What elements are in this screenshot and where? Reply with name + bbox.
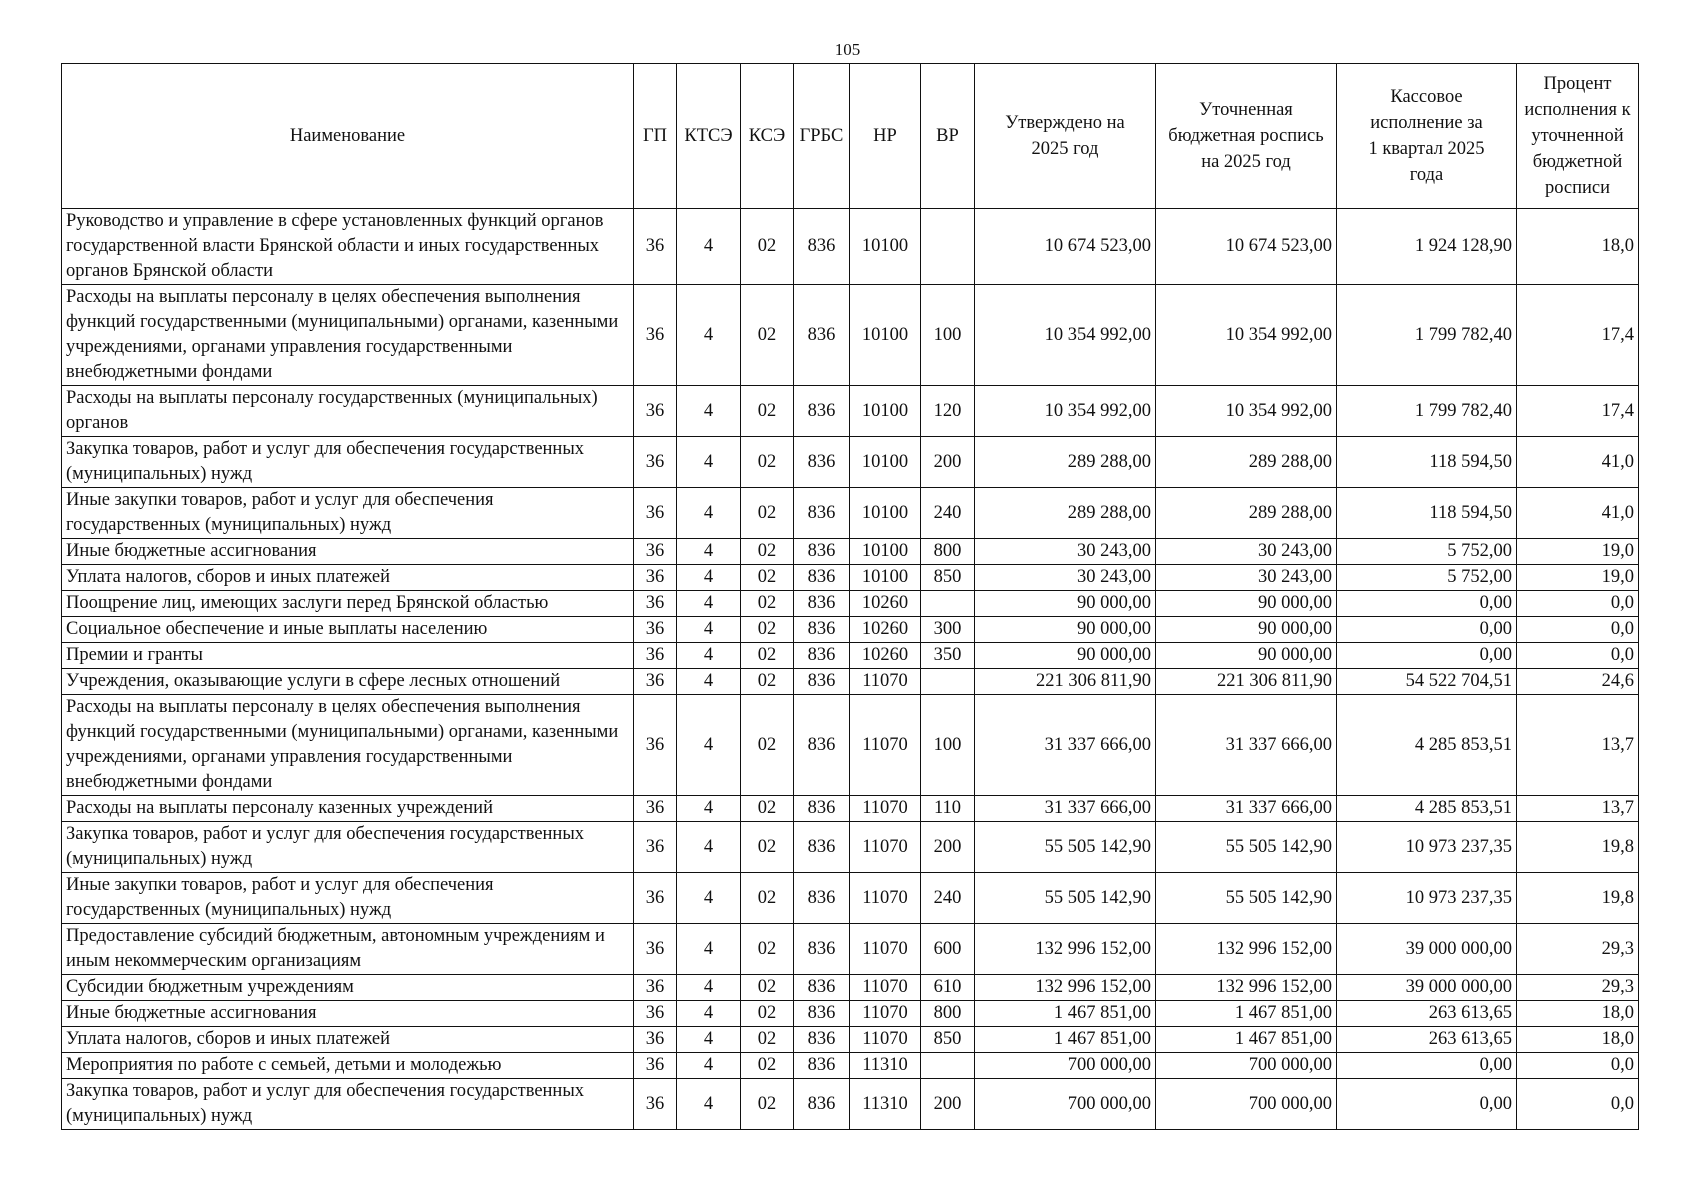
cell-percent: 13,7 bbox=[1517, 695, 1639, 796]
header-gp: ГП bbox=[634, 64, 677, 209]
cell-cash: 4 285 853,51 bbox=[1337, 796, 1517, 822]
cell-percent: 13,7 bbox=[1517, 796, 1639, 822]
cell-percent: 0,0 bbox=[1517, 1079, 1639, 1130]
cell-name: Закупка товаров, работ и услуг для обеспечения государственных (муниципальных) нужд bbox=[62, 822, 634, 873]
cell-name: Расходы на выплаты персоналу государственных (муниципальных) органов bbox=[62, 386, 634, 437]
cell-cash: 118 594,50 bbox=[1337, 488, 1517, 539]
cell-refined: 700 000,00 bbox=[1156, 1079, 1337, 1130]
cell-gp: 36 bbox=[634, 1079, 677, 1130]
header-vr: ВР bbox=[921, 64, 975, 209]
cell-nr: 10260 bbox=[850, 591, 921, 617]
cell-kse: 02 bbox=[741, 873, 794, 924]
cell-refined: 289 288,00 bbox=[1156, 437, 1337, 488]
cell-approved: 55 505 142,90 bbox=[975, 873, 1156, 924]
cell-vr: 240 bbox=[921, 873, 975, 924]
cell-name: Иные закупки товаров, работ и услуг для обеспечения государственных (муниципальных) нужд bbox=[62, 488, 634, 539]
cell-percent: 41,0 bbox=[1517, 488, 1639, 539]
cell-kse: 02 bbox=[741, 1079, 794, 1130]
cell-gp: 36 bbox=[634, 1027, 677, 1053]
cell-ktse: 4 bbox=[677, 669, 741, 695]
cell-gp: 36 bbox=[634, 285, 677, 386]
cell-cash: 0,00 bbox=[1337, 617, 1517, 643]
cell-refined: 10 354 992,00 bbox=[1156, 285, 1337, 386]
cell-nr: 11310 bbox=[850, 1053, 921, 1079]
cell-approved: 1 467 851,00 bbox=[975, 1027, 1156, 1053]
cell-refined: 1 467 851,00 bbox=[1156, 1027, 1337, 1053]
table-row bbox=[62, 617, 1639, 643]
cell-approved: 700 000,00 bbox=[975, 1053, 1156, 1079]
table-row bbox=[62, 796, 1639, 822]
page-number: 105 bbox=[834, 40, 861, 59]
cell-gp: 36 bbox=[634, 924, 677, 975]
cell-gp: 36 bbox=[634, 617, 677, 643]
cell-vr: 110 bbox=[921, 796, 975, 822]
cell-refined: 10 354 992,00 bbox=[1156, 386, 1337, 437]
cell-grbs: 836 bbox=[794, 1053, 850, 1079]
cell-vr: 800 bbox=[921, 1001, 975, 1027]
cell-kse: 02 bbox=[741, 1053, 794, 1079]
cell-percent: 19,0 bbox=[1517, 539, 1639, 565]
cell-grbs: 836 bbox=[794, 1027, 850, 1053]
cell-kse: 02 bbox=[741, 924, 794, 975]
cell-grbs: 836 bbox=[794, 924, 850, 975]
cell-gp: 36 bbox=[634, 437, 677, 488]
table-row bbox=[62, 1027, 1639, 1053]
table-row bbox=[62, 285, 1639, 386]
cell-cash: 54 522 704,51 bbox=[1337, 669, 1517, 695]
cell-kse: 02 bbox=[741, 285, 794, 386]
cell-vr: 120 bbox=[921, 386, 975, 437]
cell-vr: 200 bbox=[921, 437, 975, 488]
cell-ktse: 4 bbox=[677, 209, 741, 285]
cell-ktse: 4 bbox=[677, 437, 741, 488]
cell-gp: 36 bbox=[634, 695, 677, 796]
cell-name: Уплата налогов, сборов и иных платежей bbox=[62, 1027, 634, 1053]
cell-cash: 263 613,65 bbox=[1337, 1027, 1517, 1053]
cell-nr: 10100 bbox=[850, 488, 921, 539]
cell-kse: 02 bbox=[741, 437, 794, 488]
cell-approved: 132 996 152,00 bbox=[975, 924, 1156, 975]
cell-nr: 11310 bbox=[850, 1079, 921, 1130]
cell-percent: 19,8 bbox=[1517, 873, 1639, 924]
table-row bbox=[62, 1079, 1639, 1130]
cell-cash: 0,00 bbox=[1337, 643, 1517, 669]
cell-percent: 18,0 bbox=[1517, 1001, 1639, 1027]
cell-name: Мероприятия по работе с семьей, детьми и молодежью bbox=[62, 1053, 634, 1079]
cell-kse: 02 bbox=[741, 796, 794, 822]
cell-nr: 11070 bbox=[850, 873, 921, 924]
cell-grbs: 836 bbox=[794, 539, 850, 565]
cell-percent: 0,0 bbox=[1517, 591, 1639, 617]
cell-ktse: 4 bbox=[677, 539, 741, 565]
cell-ktse: 4 bbox=[677, 873, 741, 924]
cell-vr: 800 bbox=[921, 539, 975, 565]
cell-kse: 02 bbox=[741, 209, 794, 285]
cell-refined: 90 000,00 bbox=[1156, 643, 1337, 669]
cell-refined: 700 000,00 bbox=[1156, 1053, 1337, 1079]
cell-kse: 02 bbox=[741, 822, 794, 873]
cell-grbs: 836 bbox=[794, 285, 850, 386]
cell-approved: 10 354 992,00 bbox=[975, 386, 1156, 437]
cell-vr: 600 bbox=[921, 924, 975, 975]
cell-name: Иные бюджетные ассигнования bbox=[62, 1001, 634, 1027]
cell-cash: 1 799 782,40 bbox=[1337, 285, 1517, 386]
cell-kse: 02 bbox=[741, 539, 794, 565]
cell-kse: 02 bbox=[741, 669, 794, 695]
cell-nr: 11070 bbox=[850, 1001, 921, 1027]
cell-ktse: 4 bbox=[677, 386, 741, 437]
cell-grbs: 836 bbox=[794, 591, 850, 617]
cell-grbs: 836 bbox=[794, 975, 850, 1001]
cell-ktse: 4 bbox=[677, 822, 741, 873]
cell-name: Расходы на выплаты персоналу в целях обеспечения выполнения функций государственными (муниципальными) органами, казенными учреждениями, органами управления государственными внебюджетными фондами bbox=[62, 695, 634, 796]
cell-cash: 0,00 bbox=[1337, 1053, 1517, 1079]
cell-refined: 1 467 851,00 bbox=[1156, 1001, 1337, 1027]
header-nr: НР bbox=[850, 64, 921, 209]
cell-kse: 02 bbox=[741, 386, 794, 437]
cell-refined: 31 337 666,00 bbox=[1156, 695, 1337, 796]
cell-vr: 100 bbox=[921, 285, 975, 386]
cell-name: Расходы на выплаты персоналу в целях обеспечения выполнения функций государственными (муниципальными) органами, казенными учреждениями, органами управления государственными внебюджетными фондами bbox=[62, 285, 634, 386]
table-row bbox=[62, 975, 1639, 1001]
cell-name: Расходы на выплаты персоналу казенных учреждений bbox=[62, 796, 634, 822]
table-row bbox=[62, 437, 1639, 488]
cell-approved: 90 000,00 bbox=[975, 617, 1156, 643]
table-row bbox=[62, 488, 1639, 539]
cell-nr: 10100 bbox=[850, 386, 921, 437]
header-grbs: ГРБС bbox=[794, 64, 850, 209]
cell-cash: 118 594,50 bbox=[1337, 437, 1517, 488]
cell-ktse: 4 bbox=[677, 1079, 741, 1130]
cell-refined: 31 337 666,00 bbox=[1156, 796, 1337, 822]
cell-kse: 02 bbox=[741, 1027, 794, 1053]
table-row bbox=[62, 591, 1639, 617]
cell-cash: 39 000 000,00 bbox=[1337, 924, 1517, 975]
cell-refined: 289 288,00 bbox=[1156, 488, 1337, 539]
table-row bbox=[62, 386, 1639, 437]
cell-vr bbox=[921, 1053, 975, 1079]
cell-vr: 200 bbox=[921, 1079, 975, 1130]
table-row bbox=[62, 565, 1639, 591]
cell-kse: 02 bbox=[741, 591, 794, 617]
cell-cash: 10 973 237,35 bbox=[1337, 822, 1517, 873]
cell-cash: 39 000 000,00 bbox=[1337, 975, 1517, 1001]
cell-percent: 29,3 bbox=[1517, 924, 1639, 975]
cell-grbs: 836 bbox=[794, 643, 850, 669]
cell-ktse: 4 bbox=[677, 488, 741, 539]
cell-refined: 132 996 152,00 bbox=[1156, 924, 1337, 975]
header-percent: Процент исполнения к уточненной бюджетной росписи bbox=[1517, 64, 1639, 209]
cell-nr: 11070 bbox=[850, 975, 921, 1001]
table-row bbox=[62, 1053, 1639, 1079]
table-row bbox=[62, 669, 1639, 695]
header-name: Наименование bbox=[62, 64, 634, 209]
cell-gp: 36 bbox=[634, 822, 677, 873]
cell-kse: 02 bbox=[741, 695, 794, 796]
cell-name: Поощрение лиц, имеющих заслуги перед Брянской областью bbox=[62, 591, 634, 617]
cell-name: Предоставление субсидий бюджетным, автономным учреждениям и иным некоммерческим организациям bbox=[62, 924, 634, 975]
cell-vr: 850 bbox=[921, 565, 975, 591]
cell-vr: 100 bbox=[921, 695, 975, 796]
cell-nr: 10100 bbox=[850, 539, 921, 565]
cell-cash: 10 973 237,35 bbox=[1337, 873, 1517, 924]
cell-nr: 11070 bbox=[850, 796, 921, 822]
cell-grbs: 836 bbox=[794, 617, 850, 643]
cell-cash: 0,00 bbox=[1337, 591, 1517, 617]
cell-gp: 36 bbox=[634, 386, 677, 437]
cell-approved: 31 337 666,00 bbox=[975, 796, 1156, 822]
cell-percent: 17,4 bbox=[1517, 386, 1639, 437]
cell-approved: 289 288,00 bbox=[975, 488, 1156, 539]
cell-name: Премии и гранты bbox=[62, 643, 634, 669]
cell-grbs: 836 bbox=[794, 386, 850, 437]
cell-percent: 19,8 bbox=[1517, 822, 1639, 873]
table-row bbox=[62, 209, 1639, 285]
table-row bbox=[62, 1001, 1639, 1027]
cell-grbs: 836 bbox=[794, 488, 850, 539]
cell-name: Учреждения, оказывающие услуги в сфере лесных отношений bbox=[62, 669, 634, 695]
cell-ktse: 4 bbox=[677, 591, 741, 617]
cell-approved: 10 354 992,00 bbox=[975, 285, 1156, 386]
cell-percent: 18,0 bbox=[1517, 1027, 1639, 1053]
cell-gp: 36 bbox=[634, 669, 677, 695]
cell-refined: 221 306 811,90 bbox=[1156, 669, 1337, 695]
cell-vr: 610 bbox=[921, 975, 975, 1001]
cell-nr: 11070 bbox=[850, 669, 921, 695]
budget-execution-table bbox=[61, 63, 1639, 1130]
cell-nr: 11070 bbox=[850, 924, 921, 975]
cell-name: Закупка товаров, работ и услуг для обеспечения государственных (муниципальных) нужд bbox=[62, 437, 634, 488]
cell-refined: 90 000,00 bbox=[1156, 617, 1337, 643]
cell-gp: 36 bbox=[634, 488, 677, 539]
cell-kse: 02 bbox=[741, 1001, 794, 1027]
cell-grbs: 836 bbox=[794, 695, 850, 796]
cell-grbs: 836 bbox=[794, 1079, 850, 1130]
cell-approved: 221 306 811,90 bbox=[975, 669, 1156, 695]
cell-percent: 29,3 bbox=[1517, 975, 1639, 1001]
table-row bbox=[62, 873, 1639, 924]
cell-approved: 90 000,00 bbox=[975, 591, 1156, 617]
cell-percent: 41,0 bbox=[1517, 437, 1639, 488]
cell-nr: 10100 bbox=[850, 285, 921, 386]
cell-cash: 263 613,65 bbox=[1337, 1001, 1517, 1027]
cell-percent: 0,0 bbox=[1517, 643, 1639, 669]
cell-approved: 700 000,00 bbox=[975, 1079, 1156, 1130]
cell-cash: 5 752,00 bbox=[1337, 539, 1517, 565]
cell-name: Закупка товаров, работ и услуг для обеспечения государственных (муниципальных) нужд bbox=[62, 1079, 634, 1130]
cell-gp: 36 bbox=[634, 539, 677, 565]
cell-ktse: 4 bbox=[677, 565, 741, 591]
cell-name: Иные закупки товаров, работ и услуг для обеспечения государственных (муниципальных) нужд bbox=[62, 873, 634, 924]
cell-name: Субсидии бюджетным учреждениям bbox=[62, 975, 634, 1001]
cell-approved: 30 243,00 bbox=[975, 539, 1156, 565]
cell-kse: 02 bbox=[741, 565, 794, 591]
cell-gp: 36 bbox=[634, 873, 677, 924]
cell-ktse: 4 bbox=[677, 924, 741, 975]
header-cash: Кассовое исполнение за 1 квартал 2025 года bbox=[1337, 64, 1517, 209]
cell-vr: 240 bbox=[921, 488, 975, 539]
cell-grbs: 836 bbox=[794, 873, 850, 924]
cell-percent: 19,0 bbox=[1517, 565, 1639, 591]
cell-vr: 200 bbox=[921, 822, 975, 873]
cell-cash: 4 285 853,51 bbox=[1337, 695, 1517, 796]
cell-cash: 5 752,00 bbox=[1337, 565, 1517, 591]
cell-gp: 36 bbox=[634, 591, 677, 617]
cell-ktse: 4 bbox=[677, 285, 741, 386]
cell-vr bbox=[921, 669, 975, 695]
cell-percent: 24,6 bbox=[1517, 669, 1639, 695]
cell-ktse: 4 bbox=[677, 695, 741, 796]
cell-vr: 350 bbox=[921, 643, 975, 669]
cell-nr: 10100 bbox=[850, 209, 921, 285]
cell-approved: 30 243,00 bbox=[975, 565, 1156, 591]
header-kse: КСЭ bbox=[741, 64, 794, 209]
cell-grbs: 836 bbox=[794, 796, 850, 822]
cell-nr: 10260 bbox=[850, 643, 921, 669]
cell-grbs: 836 bbox=[794, 1001, 850, 1027]
cell-ktse: 4 bbox=[677, 617, 741, 643]
cell-percent: 0,0 bbox=[1517, 1053, 1639, 1079]
cell-grbs: 836 bbox=[794, 822, 850, 873]
table-row bbox=[62, 539, 1639, 565]
cell-grbs: 836 bbox=[794, 437, 850, 488]
cell-approved: 132 996 152,00 bbox=[975, 975, 1156, 1001]
cell-refined: 132 996 152,00 bbox=[1156, 975, 1337, 1001]
cell-gp: 36 bbox=[634, 1001, 677, 1027]
cell-percent: 17,4 bbox=[1517, 285, 1639, 386]
cell-name: Руководство и управление в сфере установленных функций органов государственной власти Брянской области и иных государственных органов Брянской области bbox=[62, 209, 634, 285]
cell-refined: 90 000,00 bbox=[1156, 591, 1337, 617]
cell-kse: 02 bbox=[741, 643, 794, 669]
cell-refined: 30 243,00 bbox=[1156, 565, 1337, 591]
cell-ktse: 4 bbox=[677, 643, 741, 669]
table-row bbox=[62, 643, 1639, 669]
table-row bbox=[62, 695, 1639, 796]
cell-kse: 02 bbox=[741, 488, 794, 539]
cell-gp: 36 bbox=[634, 975, 677, 1001]
cell-percent: 18,0 bbox=[1517, 209, 1639, 285]
cell-approved: 55 505 142,90 bbox=[975, 822, 1156, 873]
cell-ktse: 4 bbox=[677, 1053, 741, 1079]
cell-cash: 0,00 bbox=[1337, 1079, 1517, 1130]
cell-cash: 1 799 782,40 bbox=[1337, 386, 1517, 437]
cell-refined: 55 505 142,90 bbox=[1156, 822, 1337, 873]
cell-gp: 36 bbox=[634, 643, 677, 669]
header-ktse: КТСЭ bbox=[677, 64, 741, 209]
header-refined: Уточненная бюджетная роспись на 2025 год bbox=[1156, 64, 1337, 209]
cell-gp: 36 bbox=[634, 1053, 677, 1079]
cell-refined: 30 243,00 bbox=[1156, 539, 1337, 565]
cell-approved: 1 467 851,00 bbox=[975, 1001, 1156, 1027]
cell-approved: 90 000,00 bbox=[975, 643, 1156, 669]
cell-ktse: 4 bbox=[677, 796, 741, 822]
cell-grbs: 836 bbox=[794, 209, 850, 285]
cell-approved: 10 674 523,00 bbox=[975, 209, 1156, 285]
cell-nr: 10100 bbox=[850, 437, 921, 488]
cell-nr: 11070 bbox=[850, 822, 921, 873]
cell-name: Иные бюджетные ассигнования bbox=[62, 539, 634, 565]
cell-vr: 850 bbox=[921, 1027, 975, 1053]
cell-ktse: 4 bbox=[677, 1001, 741, 1027]
cell-vr bbox=[921, 591, 975, 617]
cell-nr: 11070 bbox=[850, 1027, 921, 1053]
cell-nr: 10100 bbox=[850, 565, 921, 591]
cell-grbs: 836 bbox=[794, 669, 850, 695]
cell-grbs: 836 bbox=[794, 565, 850, 591]
cell-approved: 289 288,00 bbox=[975, 437, 1156, 488]
table-row bbox=[62, 822, 1639, 873]
cell-refined: 10 674 523,00 bbox=[1156, 209, 1337, 285]
table-header-row bbox=[62, 64, 1639, 209]
cell-percent: 0,0 bbox=[1517, 617, 1639, 643]
header-approved: Утверждено на 2025 год bbox=[975, 64, 1156, 209]
cell-kse: 02 bbox=[741, 617, 794, 643]
cell-nr: 11070 bbox=[850, 695, 921, 796]
cell-approved: 31 337 666,00 bbox=[975, 695, 1156, 796]
table-row bbox=[62, 924, 1639, 975]
cell-gp: 36 bbox=[634, 796, 677, 822]
cell-gp: 36 bbox=[634, 565, 677, 591]
cell-gp: 36 bbox=[634, 209, 677, 285]
cell-kse: 02 bbox=[741, 975, 794, 1001]
cell-nr: 10260 bbox=[850, 617, 921, 643]
cell-ktse: 4 bbox=[677, 1027, 741, 1053]
cell-vr: 300 bbox=[921, 617, 975, 643]
cell-cash: 1 924 128,90 bbox=[1337, 209, 1517, 285]
cell-refined: 55 505 142,90 bbox=[1156, 873, 1337, 924]
cell-name: Социальное обеспечение и иные выплаты населению bbox=[62, 617, 634, 643]
cell-name: Уплата налогов, сборов и иных платежей bbox=[62, 565, 634, 591]
cell-ktse: 4 bbox=[677, 975, 741, 1001]
cell-vr bbox=[921, 209, 975, 285]
